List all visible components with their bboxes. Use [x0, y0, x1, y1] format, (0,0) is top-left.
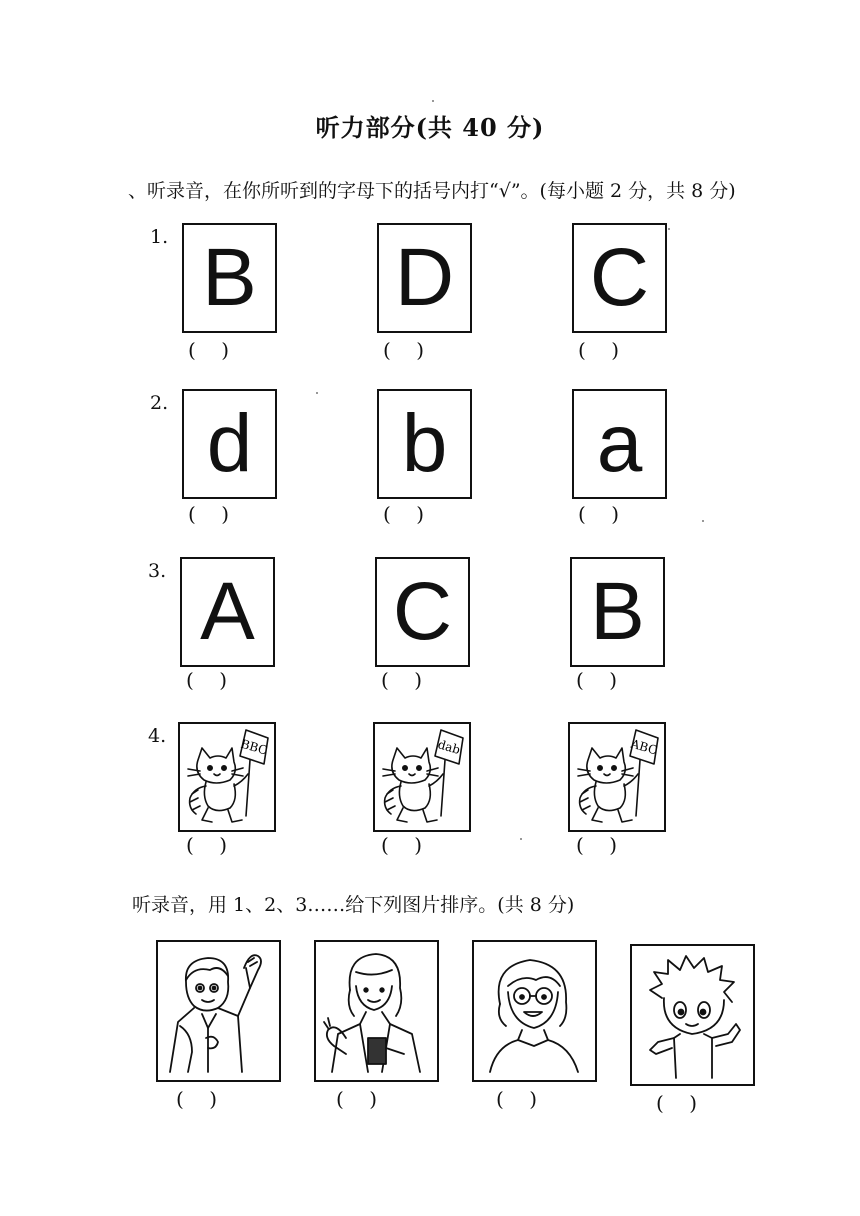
letter-card: B	[570, 557, 665, 667]
answer-blank[interactable]: ( )	[186, 833, 228, 857]
picture-girl-with-glasses	[472, 940, 597, 1082]
sign-text: dab	[436, 737, 462, 757]
letter-card: d	[182, 389, 277, 499]
cat-sign-picture	[568, 722, 666, 832]
letter-card: C	[375, 557, 470, 667]
answer-blank[interactable]: ( )	[576, 668, 618, 692]
sign-text: BBC	[239, 736, 270, 758]
answer-blank[interactable]: ( )	[188, 502, 230, 526]
letter-card: a	[572, 389, 667, 499]
picture-woman-holding-book	[314, 940, 439, 1082]
letter-card: b	[377, 389, 472, 499]
section1-instruction: 、听录音，在你所听到的字母下的括号内打“√”。(每小题 2 分，共 8 分)	[128, 180, 736, 202]
section2-instruction: 听录音，用 1、2、3……给下列图片排序。(共 8 分)	[132, 894, 575, 916]
answer-blank[interactable]: ( )	[188, 338, 230, 362]
scan-speck	[702, 520, 704, 522]
page-title: 听力部分(共 40 分)	[315, 113, 545, 142]
question-number: 2.	[150, 392, 169, 414]
letter-card: B	[182, 223, 277, 333]
picture-boy-waving	[156, 940, 281, 1082]
answer-blank[interactable]: ( )	[496, 1087, 538, 1111]
cat-holding-sign-icon	[570, 724, 664, 830]
scan-speck	[668, 228, 670, 230]
question-number: 4.	[148, 725, 167, 747]
answer-blank[interactable]: ( )	[186, 668, 228, 692]
answer-blank[interactable]: ( )	[381, 668, 423, 692]
picture-spiky-hair-boy	[630, 944, 755, 1086]
scan-speck	[432, 100, 434, 102]
answer-blank[interactable]: ( )	[578, 338, 620, 362]
answer-blank[interactable]: ( )	[576, 833, 618, 857]
girl-with-glasses-icon	[474, 942, 595, 1080]
answer-blank[interactable]: ( )	[383, 502, 425, 526]
question-number: 1.	[150, 226, 169, 248]
cat-sign-picture	[373, 722, 471, 832]
scan-speck	[520, 838, 522, 840]
cat-holding-sign-icon	[180, 724, 274, 830]
question-number: 3.	[148, 560, 167, 582]
letter-card: A	[180, 557, 275, 667]
answer-blank[interactable]: ( )	[381, 833, 423, 857]
spiky-hair-boy-icon	[632, 946, 753, 1084]
sign-text: ABC	[629, 736, 659, 758]
answer-blank[interactable]: ( )	[383, 338, 425, 362]
boy-waving-icon	[158, 942, 279, 1080]
letter-card: C	[572, 223, 667, 333]
answer-blank[interactable]: ( )	[578, 502, 620, 526]
answer-blank[interactable]: ( )	[336, 1087, 378, 1111]
cat-sign-picture	[178, 722, 276, 832]
cat-holding-sign-icon	[375, 724, 469, 830]
answer-blank[interactable]: ( )	[656, 1091, 698, 1115]
letter-card: D	[377, 223, 472, 333]
woman-holding-book-icon	[316, 942, 437, 1080]
answer-blank[interactable]: ( )	[176, 1087, 218, 1111]
scan-speck	[316, 392, 318, 394]
